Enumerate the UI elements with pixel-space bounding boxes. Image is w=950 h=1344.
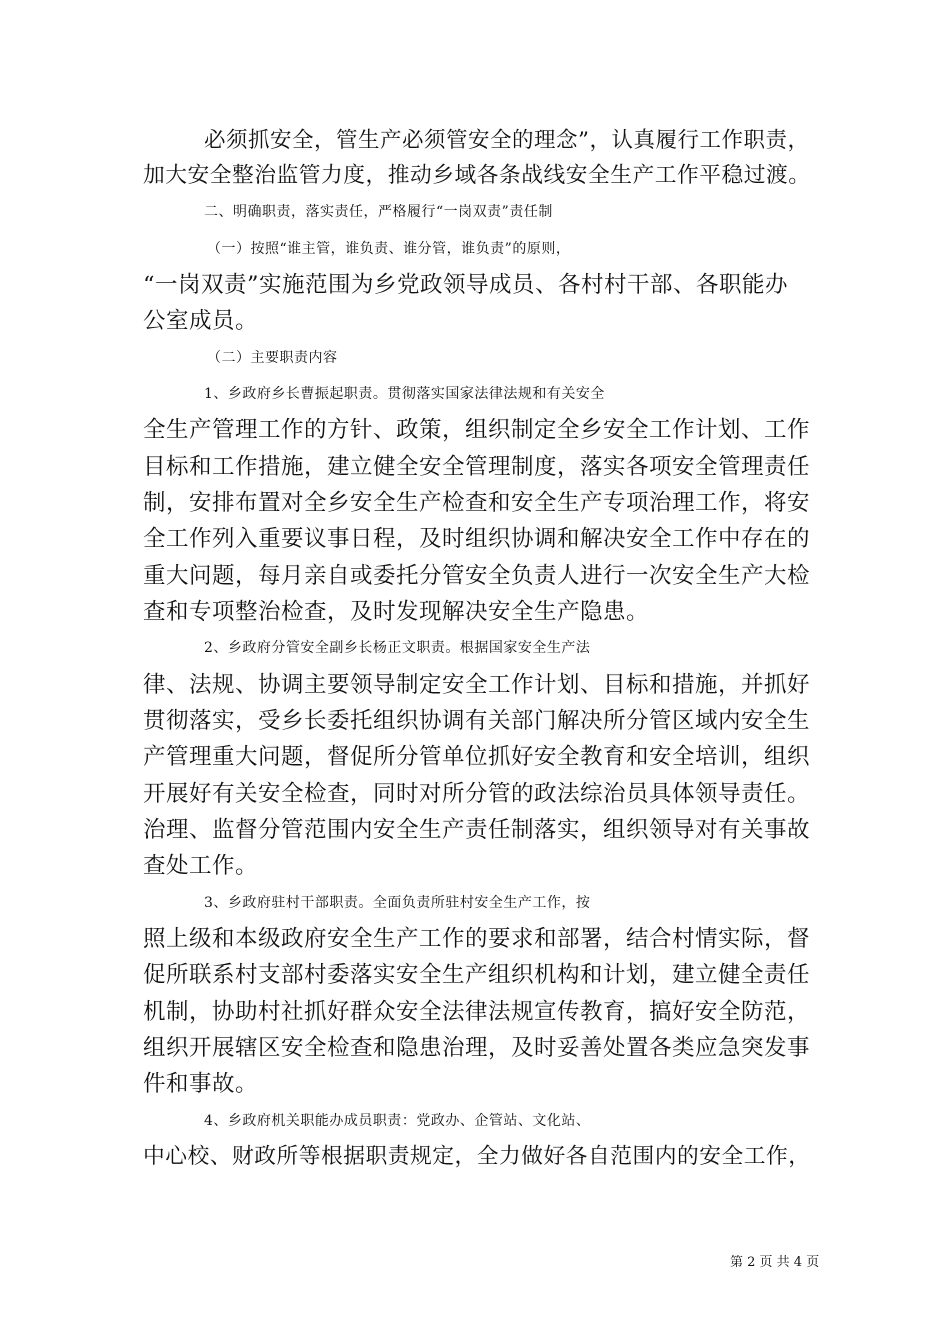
text-line: 必须抓安全，管生产必须管安全的理念”，认真履行工作职责， [204, 128, 810, 153]
text-line: 重大问题，每月亲自或委托分管安全负责人进行一次安全生产大检 [143, 563, 811, 589]
text-line: 照上级和本级政府安全生产工作的要求和部署，结合村情实际，督 [143, 926, 811, 952]
text-line: （一）按照“谁主管，谁负责、谁分管，谁负责”的原则， [207, 241, 571, 257]
text-line: 2、乡政府分管安全副乡长杨正文职责。根据国家安全生产法 [204, 640, 591, 656]
subsection-heading: （二）主要职责内容 [207, 350, 338, 366]
text-line: 机制，协助村社抓好群众安全法律法规宣传教育，搞好安全防范， [143, 999, 811, 1025]
section-heading: 二、明确职责，落实责任，严格履行“一岗双责”责任制 [204, 204, 553, 220]
text-line: 4、乡政府机关职能办成员职责：党政办、企管站、文化站、 [204, 1113, 591, 1129]
text-line: “一岗双责”实施范围为乡党政领导成员、各村村干部、各职能办 [143, 272, 789, 298]
text-line: 1、乡政府乡长曹振起职责。贯彻落实国家法律法规和有关安全 [204, 386, 605, 402]
text-line: 全工作列入重要议事日程，及时组织协调和解决安全工作中存在的 [143, 526, 811, 552]
text-line: 公室成员。 [143, 308, 259, 334]
text-line: 制，安排布置对全乡安全生产检查和安全生产专项治理工作，将安 [143, 490, 811, 516]
text-line: 贯彻落实，受乡长委托组织协调有关部门解决所分管区域内安全生 [143, 708, 811, 734]
page-number: 第 2 页 共 4 页 [730, 1255, 820, 1270]
text-line: 中心校、财政所等根据职责规定，全力做好各自范围内的安全工作， [143, 1144, 811, 1169]
text-line: 查处工作。 [143, 853, 259, 879]
text-line: 促所联系村支部村委落实安全生产组织机构和计划，建立健全责任 [143, 962, 811, 988]
text-line: 件和事故。 [143, 1071, 259, 1097]
text-line: 治理、监督分管范围内安全生产责任制落实，组织领导对有关事故 [143, 817, 811, 843]
text-line: 查和专项整治检查，及时发现解决安全生产隐患。 [143, 599, 650, 625]
text-line: 律、法规、协调主要领导制定安全工作计划、目标和措施，并抓好 [143, 672, 811, 698]
text-line: 全生产管理工作的方针、政策，组织制定全乡安全工作计划、工作 [143, 417, 811, 443]
text-line: 3、乡政府驻村干部职责。全面负责所驻村安全生产工作，按 [204, 895, 591, 911]
text-line: 组织开展辖区安全检查和隐患治理，及时妥善处置各类应急突发事 [143, 1035, 811, 1061]
text-line: 目标和工作措施，建立健全安全管理制度，落实各项安全管理责任 [143, 454, 811, 480]
text-line: 开展好有关安全检查，同时对所分管的政法综治员具体领导责任。 [143, 781, 811, 807]
text-line: 产管理重大问题，督促所分管单位抓好安全教育和安全培训，组织 [143, 744, 811, 770]
text-line: 加大安全整治监管力度，推动乡域各条战线安全生产工作平稳过渡。 [143, 163, 811, 188]
